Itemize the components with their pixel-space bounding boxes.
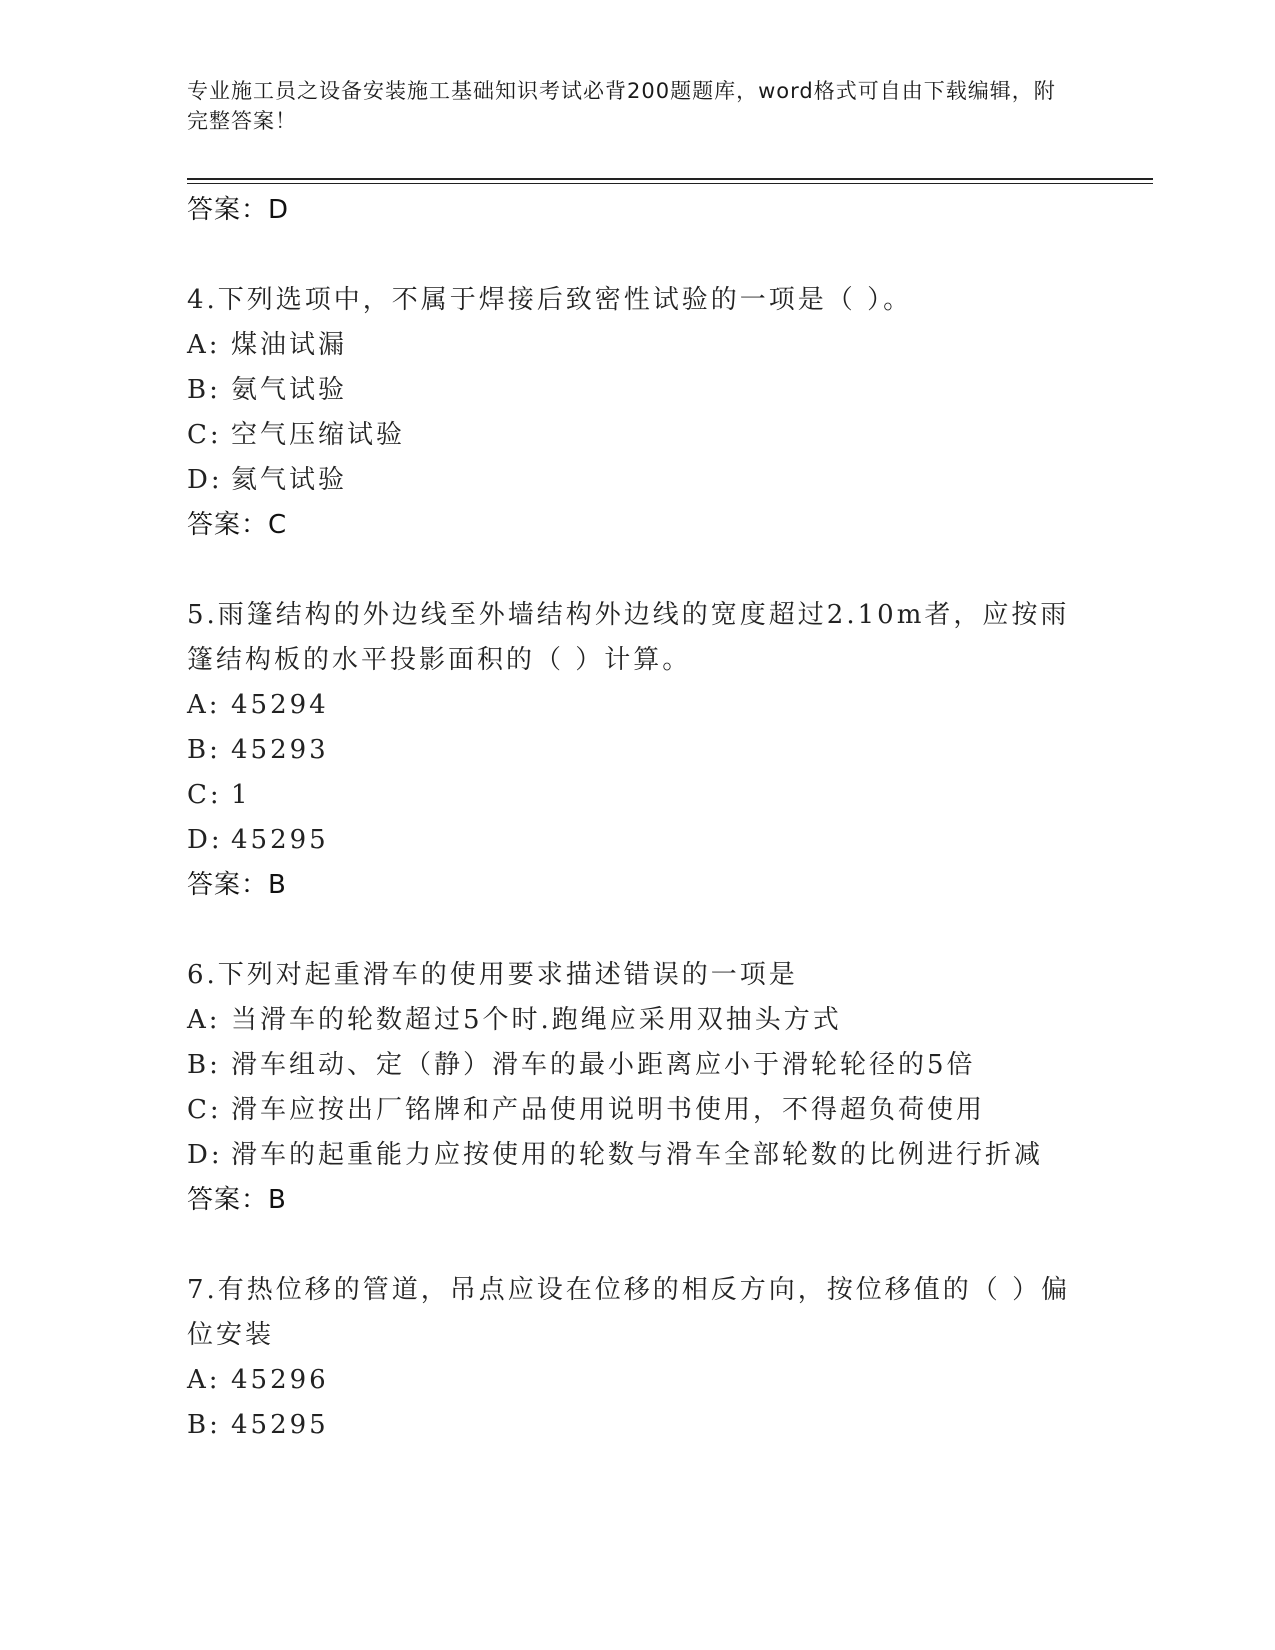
answer-line: 答案：B [187, 1185, 287, 1215]
option-line [187, 683, 1087, 728]
option-line [187, 728, 1087, 773]
option-key: B: [187, 1050, 221, 1080]
question-list [187, 188, 1087, 1448]
option-line [187, 323, 1087, 368]
option-key: B: [187, 735, 221, 765]
option-key: D: [187, 1140, 223, 1170]
option-text: 氦气试验 [231, 465, 348, 495]
option-key: C: [187, 780, 222, 810]
option-line [187, 413, 1087, 458]
document-header-title: 专业施工员之设备安装施工基础知识考试必背200题题库，word格式可自由下载编辑，附完整答案！ [187, 79, 1056, 133]
option-text: 45295 [231, 1410, 329, 1440]
question-item [187, 1268, 1087, 1448]
option-text: 氨气试验 [231, 375, 348, 405]
spacer [187, 1223, 1087, 1268]
option-line [187, 1133, 1087, 1178]
option-key: B: [187, 1410, 221, 1440]
option-key: A: [187, 1005, 221, 1035]
option-key: A: [187, 330, 221, 360]
answer-line: 答案：D [187, 195, 290, 225]
option-line [187, 818, 1087, 863]
option-text: 空气压缩试验 [231, 420, 406, 450]
option-key: C: [187, 420, 222, 450]
option-key: D: [187, 825, 223, 855]
option-line [187, 1403, 1087, 1448]
option-key: A: [187, 1365, 221, 1395]
option-text: 45296 [231, 1365, 329, 1395]
spacer [187, 548, 1087, 593]
answer-line: 答案：B [187, 870, 287, 900]
option-text: 当滑车的轮数超过5个时.跑绳应采用双抽头方式 [231, 1005, 842, 1035]
option-key: C: [187, 1095, 222, 1125]
spacer [187, 233, 1087, 278]
option-text: 煤油试漏 [231, 330, 348, 360]
question-stem: 6.下列对起重滑车的使用要求描述错误的一项是 [187, 960, 798, 990]
question-item [187, 953, 1087, 1223]
option-line [187, 1358, 1087, 1403]
option-line [187, 1043, 1087, 1088]
option-text: 滑车组动、定（静）滑车的最小距离应小于滑轮轮径的5倍 [231, 1050, 976, 1080]
header-divider-thick [187, 178, 1153, 180]
header-divider-thin [187, 183, 1153, 184]
question-stem: 5.雨篷结构的外边线至外墙结构外边线的宽度超过2.10m者，应按雨篷结构板的水平投影面积的（ ）计算。 [187, 600, 1070, 675]
option-key: D: [187, 465, 223, 495]
question-item [187, 278, 1087, 548]
option-text: 滑车的起重能力应按使用的轮数与滑车全部轮数的比例进行折减 [231, 1140, 1044, 1170]
option-key: B: [187, 375, 221, 405]
option-text: 45293 [231, 735, 329, 765]
option-line [187, 773, 1087, 818]
question-stem: 7.有热位移的管道，吊点应设在位移的相反方向，按位移值的（ ）偏位安装 [187, 1275, 1071, 1350]
option-line [187, 998, 1087, 1043]
spacer [187, 908, 1087, 953]
question-item [187, 593, 1087, 908]
answer-line: 答案：C [187, 510, 288, 540]
option-line [187, 368, 1087, 413]
option-line [187, 458, 1087, 503]
option-key: A: [187, 690, 221, 720]
option-line [187, 1088, 1087, 1133]
option-text: 1 [231, 780, 251, 810]
option-text: 45294 [231, 690, 329, 720]
option-text: 滑车应按出厂铭牌和产品使用说明书使用，不得超负荷使用 [231, 1095, 986, 1125]
option-text: 45295 [231, 825, 329, 855]
question-stem: 4.下列选项中，不属于焊接后致密性试验的一项是（ ）。 [187, 285, 913, 315]
